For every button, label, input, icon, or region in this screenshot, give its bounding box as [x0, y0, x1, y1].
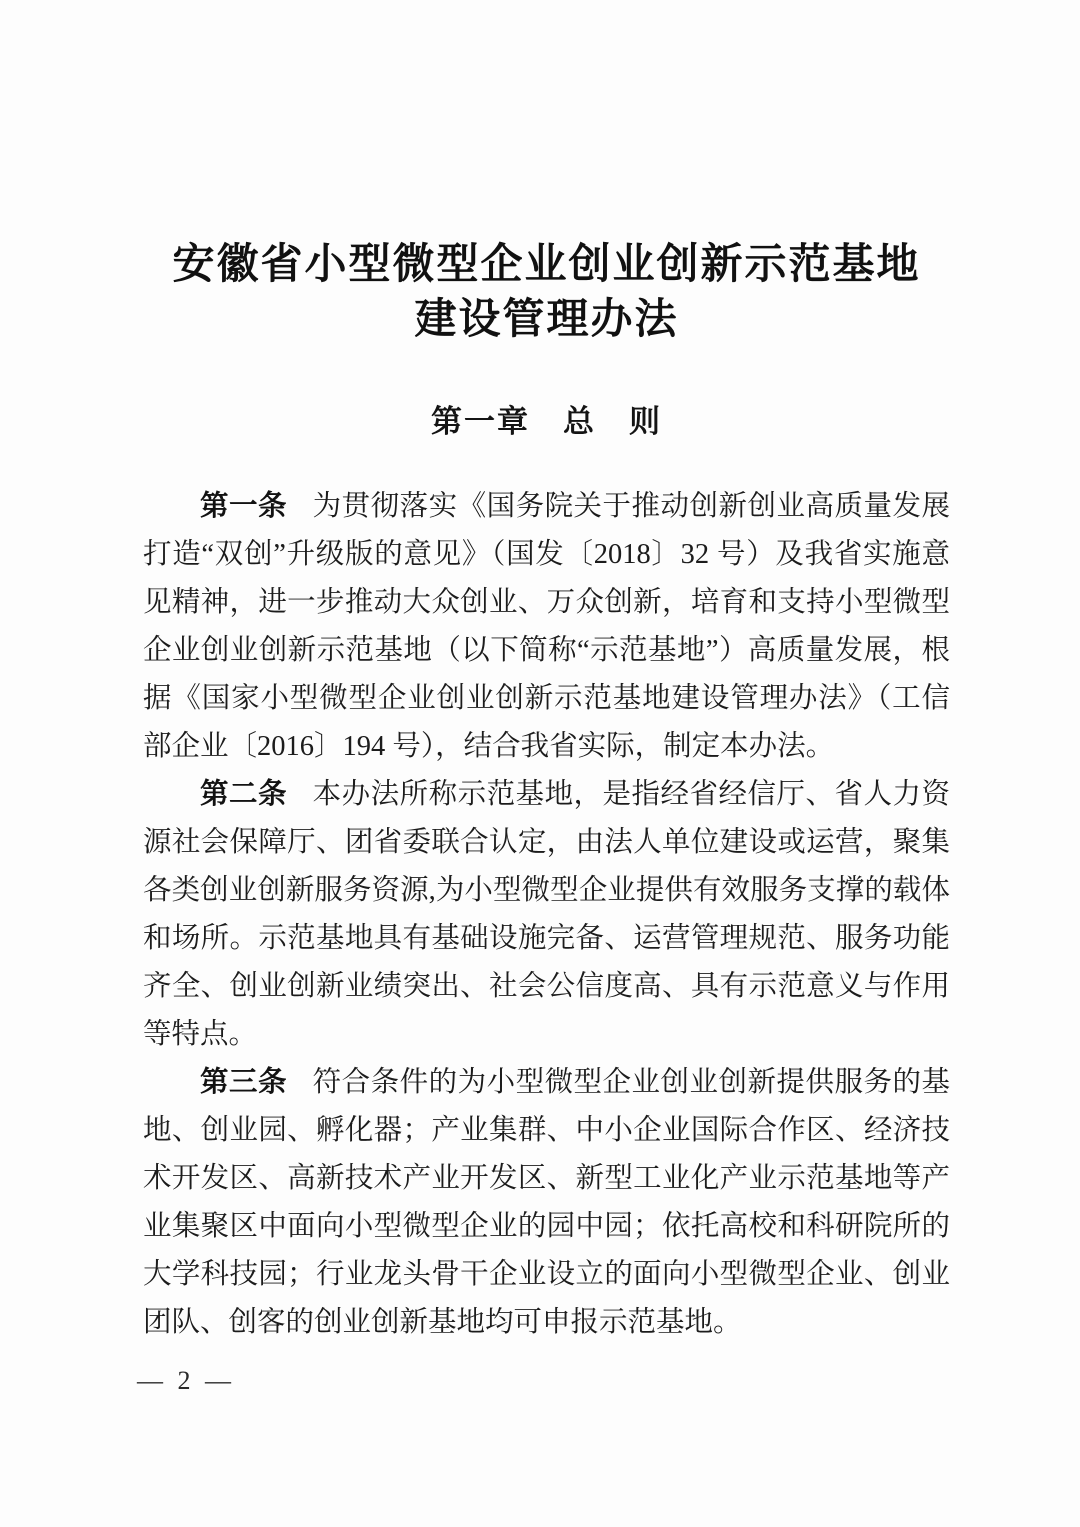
article-1: [143, 483, 950, 771]
document-body: [143, 483, 950, 1347]
page-number: — 2 —: [137, 1366, 235, 1395]
article-2: [143, 771, 950, 1059]
article-2-text: 本办法所称示范基地，是指经省经信厅、省人力资源社会保障厅、团省委联合认定，由法人单位建设或运营，聚集各类创业创新服务资源,为小型微型企业提供有效服务支撑的载体和场所。示范基地具有基础设施完备、运营管理规范、服务功能齐全、创业创新业绩突出、社会公信度高、具有示范意义与作用等特点。: [143, 779, 950, 1050]
document-title: [143, 238, 950, 348]
title-line-1: 安徽省小型微型企业创业创新示范基地: [172, 242, 921, 288]
title-line-2: 建设管理办法: [414, 297, 679, 343]
chapter-heading: 第一章 总 则: [431, 404, 662, 439]
article-1-number: 第一条: [200, 491, 287, 522]
article-3-number: 第三条: [200, 1067, 287, 1098]
article-1-text: 为贯彻落实《国务院关于推动创新创业高质量发展打造“双创”升级版的意见》（国发〔2018〕32 号）及我省实施意见精神，进一步推动大众创业、万众创新，培育和支持小型微型企业创业创新示范基地（以下简称“示范基地”）高质量发展，根据《国家小型微型企业创业创新示范基地建设管理办法》（工信部企业〔2016〕194 号），结合我省实际，制定本办法。: [143, 491, 950, 762]
article-2-number: 第二条: [200, 779, 287, 810]
article-3: [143, 1059, 950, 1347]
article-3-text: 符合条件的为小型微型企业创业创新提供服务的基地、创业园、孵化器；产业集群、中小企业国际合作区、经济技术开发区、高新技术产业开发区、新型工业化产业示范基地等产业集聚区中面向小型微型企业的园中园；依托高校和科研院所的大学科技园；行业龙头骨干企业设立的面向小型微型企业、创业团队、创客的创业创新基地均可申报示范基地。: [143, 1067, 950, 1338]
